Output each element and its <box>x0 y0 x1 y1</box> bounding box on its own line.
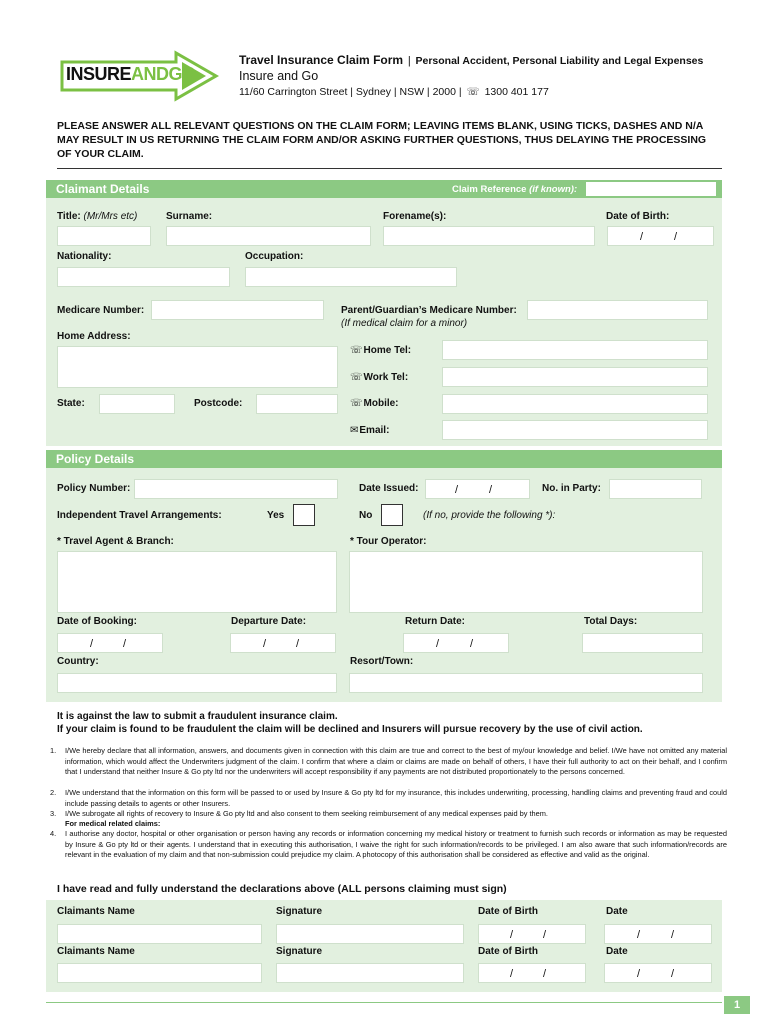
medicare-label: Medicare Number: <box>57 305 145 316</box>
signature-label: Signature <box>276 906 323 917</box>
logo-text-andgo: ANDGO <box>131 64 196 84</box>
return-date-input[interactable] <box>403 633 509 653</box>
postcode-label: Postcode: <box>194 398 243 409</box>
title-hint: (Mr/Mrs etc) <box>83 211 138 222</box>
postcode-input[interactable] <box>256 394 338 414</box>
policy-number-input[interactable] <box>134 479 338 499</box>
dob-label: Date of Birth: <box>606 211 670 222</box>
date-issued-slash: / <box>489 484 493 496</box>
signature-label: Signature <box>276 946 323 957</box>
sign-date-slash: / <box>671 968 675 980</box>
country-input[interactable] <box>57 673 337 693</box>
signature-input[interactable] <box>276 963 464 983</box>
claimant-name-label: Claimants Name <box>57 946 135 957</box>
departure-date-input[interactable] <box>230 633 336 653</box>
sign-dob-label: Date of Birth <box>478 906 538 917</box>
claimant-name-label: Claimants Name <box>57 906 135 917</box>
yes-checkbox[interactable] <box>293 504 315 526</box>
title-input[interactable] <box>57 226 151 246</box>
company-address: 11/60 Carrington Street | Sydney | NSW | 2000 | <box>239 86 462 98</box>
declaration-item <box>50 809 727 820</box>
resort-label: Resort/Town: <box>350 656 414 667</box>
claimant-name-input[interactable] <box>57 924 262 944</box>
declaration-number: 2. <box>50 788 57 797</box>
booking-date-input[interactable] <box>57 633 163 653</box>
sign-date-slash: / <box>637 968 641 980</box>
date-issued-slash: / <box>455 484 459 496</box>
resort-input[interactable] <box>349 673 703 693</box>
page-number: 1 <box>724 996 750 1014</box>
no-label: No <box>359 510 373 521</box>
medicare-input[interactable] <box>151 300 324 320</box>
no-hint: (If no, provide the following *): <box>423 510 556 521</box>
nationality-input[interactable] <box>57 267 230 287</box>
independent-label: Independent Travel Arrangements: <box>57 510 222 521</box>
occupation-input[interactable] <box>245 267 457 287</box>
declaration-text: I/We understand that the information on this form will be passed to or used by Insure & Go pty ltd for my insurance, this includes underwriting, processing, handling claims and preventing fraud and could include passing details to agents or other Insurers. <box>65 788 727 808</box>
company-name: Insure and Go <box>239 69 319 83</box>
forename-label: Forename(s): <box>383 211 447 222</box>
sign-dob-input[interactable] <box>478 963 586 983</box>
declaration-number: 4. <box>50 829 57 838</box>
claim-ref-label: Claim Reference <box>452 184 527 195</box>
dob-input[interactable] <box>607 226 714 246</box>
party-input[interactable] <box>609 479 702 499</box>
tour-operator-input[interactable] <box>349 551 703 613</box>
guardian-medicare-hint: (If medical claim for a minor) <box>341 318 468 329</box>
sign-dob-input[interactable] <box>478 924 586 944</box>
sign-dob-slash: / <box>510 968 514 980</box>
declaration-text: For medical related claims: <box>65 819 161 828</box>
departure-date-label: Departure Date: <box>231 616 307 627</box>
state-input[interactable] <box>99 394 175 414</box>
return-date-slash: / <box>470 638 474 650</box>
party-label: No. in Party: <box>542 483 601 494</box>
guardian-medicare-input[interactable] <box>527 300 708 320</box>
date-issued-input[interactable] <box>425 479 530 499</box>
dob-slash: / <box>640 231 644 243</box>
home-tel-input[interactable] <box>442 340 708 360</box>
footer-divider <box>46 1002 722 1003</box>
no-checkbox[interactable] <box>381 504 403 526</box>
fraud-warning-line1: It is against the law to submit a fraudulent insurance claim. <box>57 711 338 722</box>
total-days-label: Total Days: <box>584 616 638 627</box>
sign-date-label: Date <box>606 946 628 957</box>
logo-text-insure: INSURE <box>66 64 132 84</box>
title-separator: | <box>407 55 411 67</box>
home-address-label: Home Address: <box>57 331 131 342</box>
forename-input[interactable] <box>383 226 595 246</box>
return-date-slash: / <box>436 638 440 650</box>
surname-input[interactable] <box>166 226 371 246</box>
declaration-number: 3. <box>50 809 57 818</box>
country-label: Country: <box>57 656 99 667</box>
booking-date-slash: / <box>90 638 94 650</box>
declaration-text: I authorise any doctor, hospital or other organisation or person having any records or information concerning my medical history or treatment to furnish such records or information as may be requested by Insure & Go pty ltd or their agents. I understand that in executing this authorisation, I waive the right for such information/records to be privileged. I am also aware that such information/records are relevant in the evaluation of my claim and that non-submission could prejudice my claim. A photocopy of this authorisation shall be considered as effective and valid as the original. <box>65 829 727 860</box>
travel-agent-input[interactable] <box>57 551 337 613</box>
declaration-item <box>50 788 727 809</box>
email-input[interactable] <box>442 420 708 440</box>
travel-agent-label: * Travel Agent & Branch: <box>57 536 174 547</box>
guardian-medicare-label: Parent/Guardian’s Medicare Number: <box>341 305 517 316</box>
claimant-name-input[interactable] <box>57 963 262 983</box>
sign-date-slash: / <box>637 929 641 941</box>
sign-heading: I have read and fully understand the declarations above (ALL persons claiming must sign) <box>57 883 507 895</box>
sign-dob-label: Date of Birth <box>478 946 538 957</box>
booking-date-slash: / <box>123 638 127 650</box>
home-tel-label: Home Tel: <box>363 345 412 356</box>
company-logo <box>56 50 222 102</box>
sign-date-slash: / <box>671 929 675 941</box>
mobile-input[interactable] <box>442 394 708 414</box>
occupation-label: Occupation: <box>245 251 304 262</box>
policy-section-header <box>46 450 722 468</box>
work-tel-label: Work Tel: <box>363 372 409 383</box>
declaration-item <box>50 746 727 778</box>
form-title: Travel Insurance Claim Form <box>239 53 404 67</box>
nationality-label: Nationality: <box>57 251 112 262</box>
policy-number-label: Policy Number: <box>57 483 131 494</box>
sign-dob-slash: / <box>543 929 547 941</box>
mobile-label: Mobile: <box>363 398 399 409</box>
booking-date-label: Date of Booking: <box>57 616 137 627</box>
telephone-icon: ☏ <box>350 372 363 383</box>
departure-date-slash: / <box>263 638 267 650</box>
claimant-section-title: Claimant Details <box>56 182 150 196</box>
declaration-item <box>50 829 727 861</box>
state-label: State: <box>57 398 85 409</box>
dob-slash: / <box>674 231 678 243</box>
sign-date-input[interactable] <box>604 963 712 983</box>
claimant-section-header <box>46 180 722 198</box>
surname-label: Surname: <box>166 211 213 222</box>
declaration-text: I/We hereby declare that all information, answers, and documents given in connection with this claim are true and correct to the best of my/our knowledge and belief. I/We have not omitted any material information, which would affect the Underwriters judgment of the claim. I confirm that where a claim or claims are made on behalf of others, I have their full authority to act on their behalf, and I confirm that I understand that neither Insure & Go pty ltd nor the underwriters will accept responsibility if any payments are not distributed proportionately to the persons concerned. <box>65 746 727 777</box>
yes-label: Yes <box>267 510 285 521</box>
return-date-label: Return Date: <box>405 616 466 627</box>
home-address-input[interactable] <box>57 346 338 388</box>
sign-dob-slash: / <box>510 929 514 941</box>
work-tel-input[interactable] <box>442 367 708 387</box>
declaration-item <box>57 819 727 830</box>
email-label: Email: <box>359 425 390 436</box>
title-label: Title: <box>57 211 81 222</box>
tour-operator-label: * Tour Operator: <box>350 536 427 547</box>
company-phone: 1300 401 177 <box>484 86 549 98</box>
telephone-icon: ☏ <box>350 398 363 409</box>
total-days-input[interactable] <box>582 633 703 653</box>
declaration-number: 1. <box>50 746 57 755</box>
instruction-text: PLEASE ANSWER ALL RELEVANT QUESTIONS ON THE CLAIM FORM; LEAVING ITEMS BLANK, USING TICKS, DASHES AND N/A MAY RESULT IN US RETURNING THE CLAIM FORM AND/OR ASKING FURTHER QUESTIONS, THUS DELAYING THE PROCESSING OF YOUR CLAIM. <box>57 120 707 160</box>
telephone-icon: ☏ <box>466 86 480 98</box>
date-issued-label: Date Issued: <box>359 483 419 494</box>
policy-section-title: Policy Details <box>56 452 135 466</box>
declaration-text: I/We subrogate all rights of recovery to Insure & Go pty ltd and also consent to them seeking reimbursement of any medical expenses paid by them. <box>65 809 548 818</box>
claim-ref-input[interactable] <box>586 182 716 196</box>
sign-dob-slash: / <box>543 968 547 980</box>
envelope-icon: ✉ <box>350 425 359 436</box>
signature-input[interactable] <box>276 924 464 944</box>
fraud-warning-line2: If your claim is found to be fraudulent the claim will be declined and Insurers will pursue recovery by the use of civil action. <box>57 724 643 735</box>
departure-date-slash: / <box>296 638 300 650</box>
header-divider <box>57 168 722 169</box>
sign-date-input[interactable] <box>604 924 712 944</box>
sign-date-label: Date <box>606 906 628 917</box>
telephone-icon: ☏ <box>350 345 363 356</box>
form-subtitle: Personal Accident, Personal Liability and Legal Expenses <box>415 55 704 67</box>
claim-ref-hint: (if known): <box>529 184 578 195</box>
